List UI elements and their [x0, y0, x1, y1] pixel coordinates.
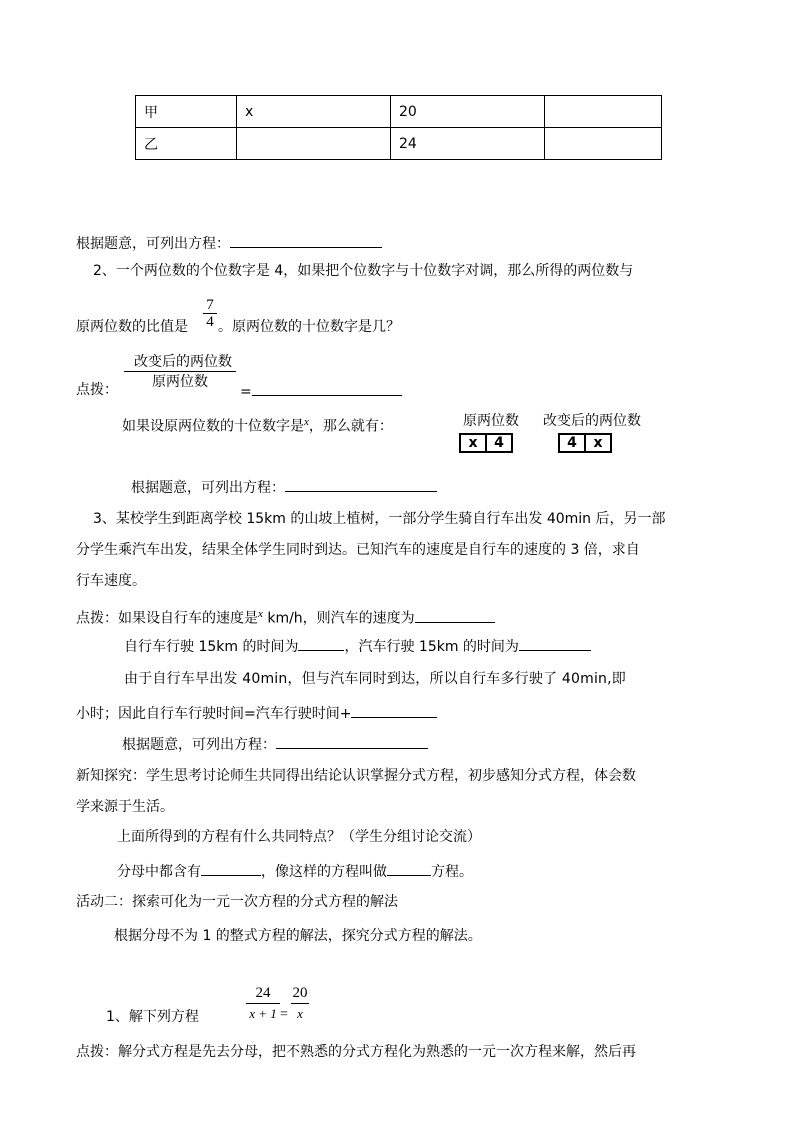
- ratio-fraction: [203, 297, 217, 330]
- table-cell: 乙: [136, 128, 237, 160]
- question-2-line1: 2、一个两位数的个位数字是 4，如果把个位数字与十位数字对调，那么所得的两位数与: [93, 263, 634, 279]
- answer-blank[interactable]: [298, 636, 344, 651]
- setup-text: [122, 413, 393, 436]
- table-cell: [545, 96, 662, 128]
- explore-line3: 上面所得到的方程有什么共同特点？（学生分组讨论交流）: [117, 829, 481, 845]
- hint-label: 点拨：: [76, 382, 118, 398]
- question-3-line3: 行车速度。: [76, 573, 146, 589]
- table-cell: 20: [391, 96, 545, 128]
- fraction-denominator: 4: [203, 313, 217, 330]
- variable-x: x: [258, 608, 263, 620]
- question-2-line2-prefix: 原两位数的比值是: [76, 319, 188, 335]
- explore-text: 分母中都含有: [117, 864, 201, 880]
- answer-blank[interactable]: [276, 734, 428, 749]
- explore-text: 方程。: [431, 864, 473, 880]
- digit-cell: 4: [485, 435, 511, 451]
- fraction-denominator: 原两位数: [124, 371, 236, 390]
- answer-blank[interactable]: [285, 477, 437, 492]
- table-cell: 24: [391, 128, 545, 160]
- equation-prompt-text: 根据题意，可列出方程：: [131, 480, 285, 496]
- hint-suffix: km/h，则汽车的速度为: [262, 610, 415, 627]
- setup-suffix: ，那么就有：: [308, 418, 393, 435]
- table-cell: 甲: [136, 96, 237, 128]
- solving-hint: 点拨：解分式方程是先去分母，把不熟悉的分式方程化为熟悉的一元一次方程来解，然后再: [76, 1044, 636, 1060]
- speed-hint: [76, 605, 495, 628]
- fraction-numerator: 7: [206, 297, 214, 313]
- question-3-line2: 分学生乘汽车出发，结果全体学生同时到达。已知汽车的速度是自行车的速度的 3 倍，求自: [76, 542, 640, 558]
- reason-line2: [76, 703, 437, 723]
- explore-line4: [117, 861, 473, 881]
- explore-line1: 新知探究：学生思考讨论师生共同得出结论认识掌握分式方程，初步感知分式方程，体会数: [76, 768, 636, 784]
- new-number-label: 改变后的两位数: [543, 413, 641, 429]
- original-number-label: 原两位数: [463, 413, 519, 429]
- equation-prompt: [131, 477, 437, 497]
- equals-sign: =: [280, 1007, 288, 1022]
- answer-blank[interactable]: [351, 703, 437, 718]
- fraction-denominator: x + 1: [246, 1003, 280, 1022]
- table-cell: x: [237, 96, 391, 128]
- fraction-denominator: x: [291, 1003, 309, 1022]
- answer-blank[interactable]: [415, 608, 495, 623]
- digit-cell: x: [584, 435, 610, 451]
- question-2-line2-suffix: 。原两位数的十位数字是几？: [218, 319, 400, 335]
- time-a: 自行车行驶 15km 的时间为: [124, 639, 299, 655]
- digit-cell: 4: [567, 435, 577, 451]
- setup-prefix: 如果设原两位数的十位数字是: [122, 418, 304, 435]
- original-digits-box: [459, 433, 513, 453]
- data-table: [135, 95, 662, 160]
- hint-prefix: 点拨：如果设自行车的速度是: [76, 610, 258, 627]
- equals-sign: =: [240, 384, 252, 400]
- explore-text: ，像这样的方程叫做: [261, 864, 387, 880]
- fraction-numerator: 24: [255, 985, 271, 1001]
- rhs-fraction: [291, 985, 309, 1022]
- new-digits-box: [558, 433, 612, 453]
- fraction-numerator: 20: [292, 985, 308, 1001]
- equation-prompt: [122, 734, 428, 754]
- equation-prompt-text: 根据题意，可列出方程：: [76, 236, 230, 252]
- hint-fraction: [124, 354, 242, 390]
- answer-blank[interactable]: [387, 861, 431, 876]
- answer-blank[interactable]: [230, 233, 382, 248]
- lhs-fraction: [246, 985, 280, 1022]
- table-row: [136, 128, 662, 160]
- reason-text: 小时；因此自行车行驶时间=汽车行驶时间+: [76, 706, 352, 722]
- variable-x: x: [304, 416, 309, 428]
- reason-line1: 由于自行车早出发 40min，但与汽车同时到达，所以自行车多行驶了 40min,即: [124, 671, 626, 687]
- equation-prompt: [76, 233, 382, 253]
- table-row: [136, 96, 662, 128]
- answer-blank[interactable]: [252, 381, 402, 396]
- fraction-numerator: 改变后的两位数: [134, 354, 232, 370]
- answer-blank[interactable]: [519, 636, 591, 651]
- question-3-line1: 3、某校学生到距离学校 15km 的山坡上植树，一部分学生骑自行车出发 40min 后，另一部: [93, 511, 666, 527]
- time-b: ，汽车行驶 15km 的时间为: [344, 639, 519, 655]
- hint-equals: [240, 381, 402, 401]
- table-cell: [237, 128, 391, 160]
- activity-2-title: 活动二：探索可化为一元一次方程的分式方程的解法: [76, 894, 398, 910]
- time-hint: [124, 636, 591, 656]
- digit-cell: x: [468, 435, 478, 451]
- activity-2-line1: 根据分母不为 1 的整式方程的解法，探究分式方程的解法。: [114, 928, 482, 944]
- equation-prompt-text: 根据题意，可列出方程：: [122, 737, 276, 753]
- table-cell: [545, 128, 662, 160]
- example-label: 1、解下列方程: [106, 1009, 199, 1025]
- answer-blank[interactable]: [201, 861, 261, 876]
- explore-line2: 学来源于生活。: [76, 799, 174, 815]
